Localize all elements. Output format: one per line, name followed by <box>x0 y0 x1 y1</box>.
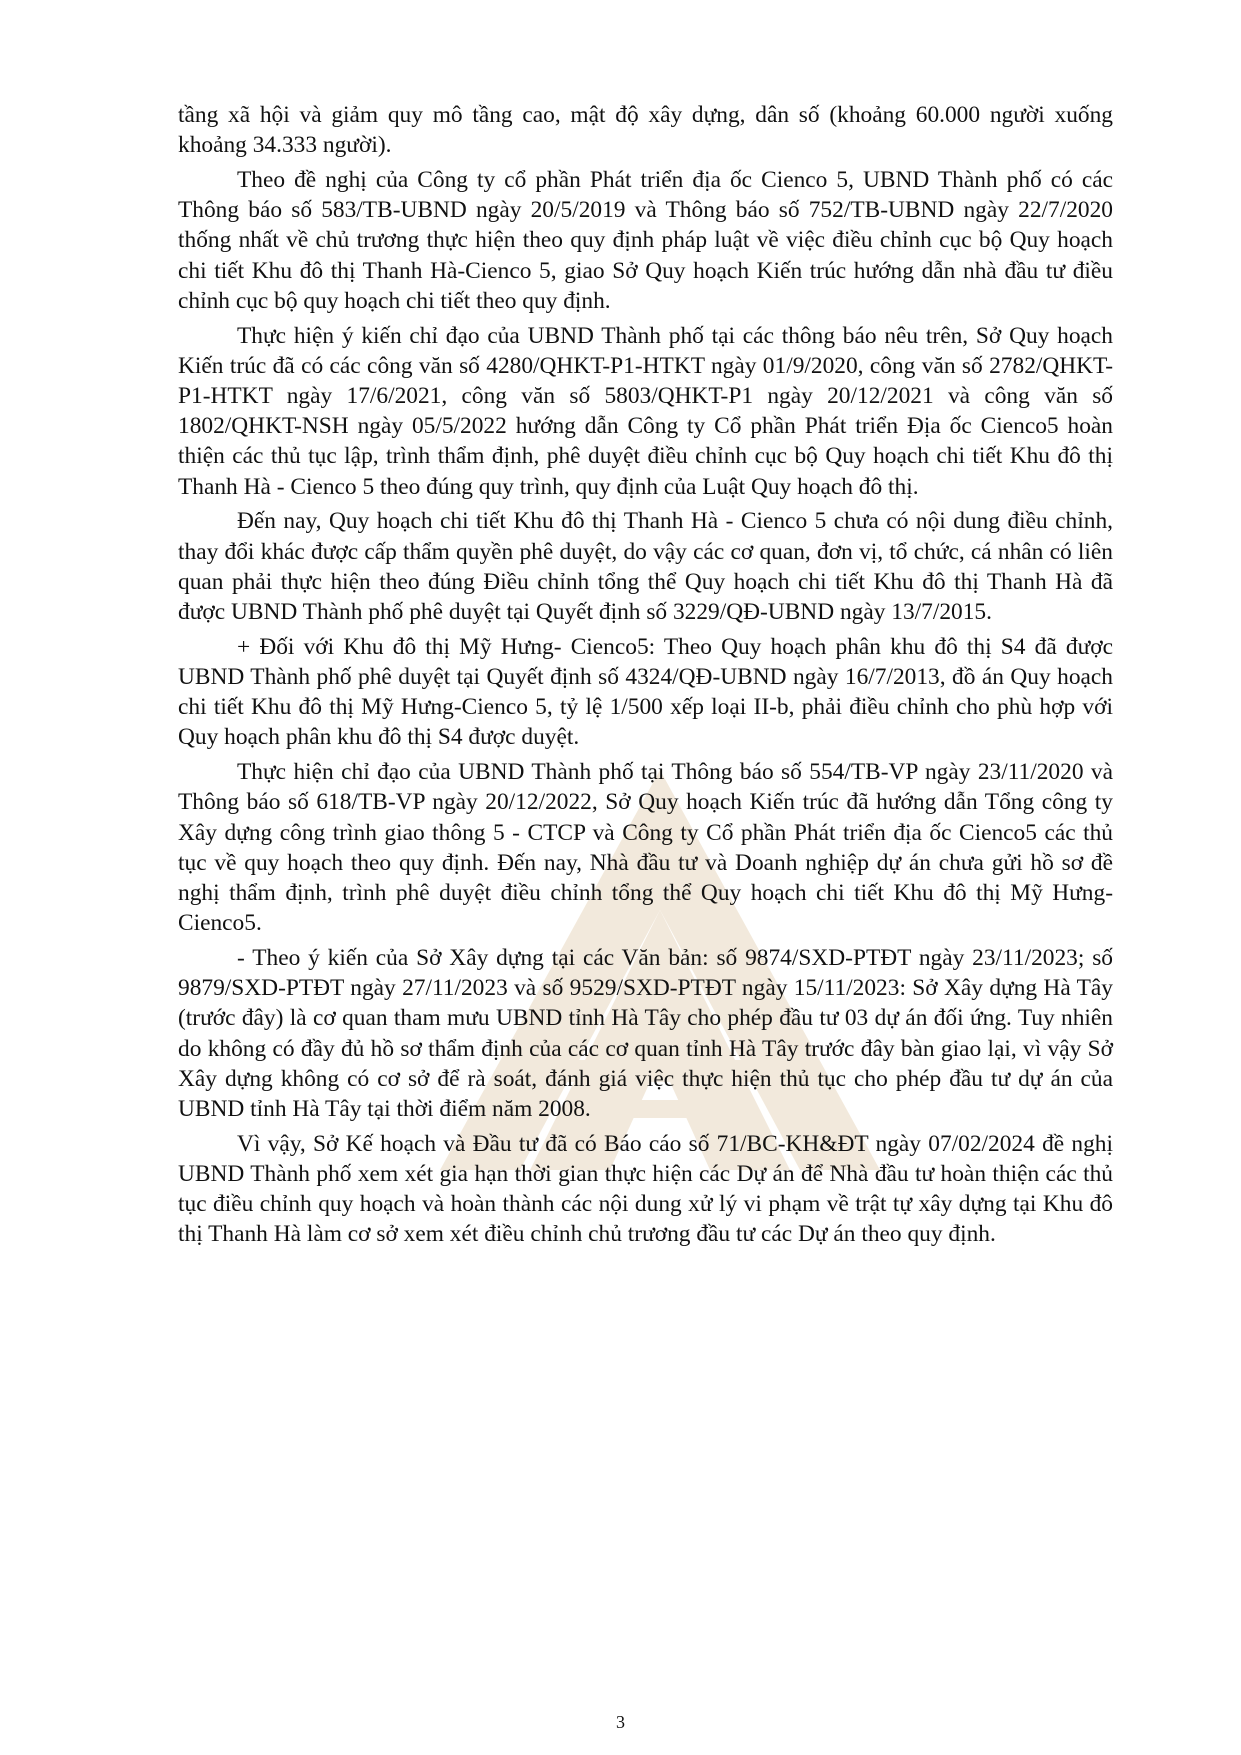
paragraph: - Theo ý kiến của Sở Xây dựng tại các Văn bản: số 9874/SXD-PTĐT ngày 23/11/2023; số 9879/SXD-PTĐT ngày 27/11/2023 và số 9529/SXD-PTĐT ngày 15/11/2023: Sở Xây dựng Hà Tây (trước đây) là cơ quan tham mưu UBND tỉnh Hà Tây cho phép đầu tư 03 dự án đối ứng. Tuy nhiên do không có đầy đủ hồ sơ thẩm định của các cơ quan tỉnh Hà Tây trước đây bàn giao lại, vì vậy Sở Xây dựng không có cơ sở để rà soát, đánh giá việc thực hiện thủ tục cho phép đầu tư dự án của UBND tỉnh Hà Tây tại thời điểm năm 2008. <box>178 945 1113 1123</box>
paragraph: Đến nay, Quy hoạch chi tiết Khu đô thị Thanh Hà - Cienco 5 chưa có nội dung điều chỉnh, thay đổi khác được cấp thẩm quyền phê duyệt, do vậy các cơ quan, đơn vị, tổ chức, cá nhân có liên quan phải thực hiện theo đúng Điều chỉnh tổng thể Quy hoạch chi tiết Khu đô thị Thanh Hà đã được UBND Thành phố phê duyệt tại Quyết định số 3229/QĐ-UBND ngày 13/7/2015. <box>178 508 1113 626</box>
paragraph: Thực hiện ý kiến chỉ đạo của UBND Thành phố tại các thông báo nêu trên, Sở Quy hoạch Kiến trúc đã có các công văn số 4280/QHKT-P1-HTKT ngày 01/9/2020, công văn số 2782/QHKT-P1-HTKT ngày 17/6/2021, công văn số 5803/QHKT-P1 ngày 20/12/2021 và công văn số 1802/QHKT-NSH ngày 05/5/2022 hướng dẫn Công ty Cổ phần Phát triển Địa ốc Cienco5 hoàn thiện các thủ tục lập, trình thẩm định, phê duyệt điều chỉnh cục bộ Quy hoạch chi tiết Khu đô thị Thanh Hà - Cienco 5 theo đúng quy trình, quy định của Luật Quy hoạch đô thị. <box>178 322 1113 500</box>
paragraph: + Đối với Khu đô thị Mỹ Hưng- Cienco5: Theo Quy hoạch phân khu đô thị S4 đã được UBND Thành phố phê duyệt tại Quyết định số 4324/QĐ-UBND ngày 16/7/2013, đồ án Quy hoạch chi tiết Khu đô thị Mỹ Hưng-Cienco 5, tỷ lệ 1/500 xếp loại II-b, phải điều chỉnh cho phù hợp với Quy hoạch phân khu đô thị S4 được duyệt. <box>178 633 1113 751</box>
page-number: 3 <box>616 1712 625 1732</box>
paragraph: tầng xã hội và giảm quy mô tầng cao, mật độ xây dựng, dân số (khoảng 60.000 người xuống khoảng 34.333 người). <box>178 102 1113 159</box>
paragraph: Vì vậy, Sở Kế hoạch và Đầu tư đã có Báo cáo số 71/BC-KH&ĐT ngày 07/02/2024 đề nghị UBND Thành phố xem xét gia hạn thời gian thực hiện các Dự án để Nhà đầu tư hoàn thiện các thủ tục điều chỉnh quy hoạch và hoàn thành các nội dung xử lý vi phạm về trật tự xây dựng tại Khu đô thị Thanh Hà làm cơ sở xem xét điều chỉnh chủ trương đầu tư các Dự án theo quy định. <box>178 1130 1113 1248</box>
document-body <box>178 100 1113 1254</box>
paragraph: Thực hiện chỉ đạo của UBND Thành phố tại Thông báo số 554/TB-VP ngày 23/11/2020 và Thông báo số 618/TB-VP ngày 20/12/2022, Sở Quy hoạch Kiến trúc đã hướng dẫn Tổng công ty Xây dựng công trình giao thông 5 - CTCP và Công ty Cổ phần Phát triển địa ốc Cienco5 các thủ tục về quy hoạch theo quy định. Đến nay, Nhà đầu tư và Doanh nghiệp dự án chưa gửi hồ sơ đề nghị thẩm định, trình phê duyệt điều chỉnh tổng thể Quy hoạch chi tiết Khu đô thị Mỹ Hưng-Cienco5. <box>178 759 1113 937</box>
paragraph: Theo đề nghị của Công ty cổ phần Phát triển địa ốc Cienco 5, UBND Thành phố có các Thông báo số 583/TB-UBND ngày 20/5/2019 và Thông báo số 752/TB-UBND ngày 22/7/2020 thống nhất về chủ trương thực hiện theo quy định pháp luật về việc điều chỉnh cục bộ Quy hoạch chi tiết Khu đô thị Thanh Hà-Cienco 5, giao Sở Quy hoạch Kiến trúc hướng dẫn nhà đầu tư điều chỉnh cục bộ quy hoạch chi tiết theo quy định. <box>178 167 1113 314</box>
